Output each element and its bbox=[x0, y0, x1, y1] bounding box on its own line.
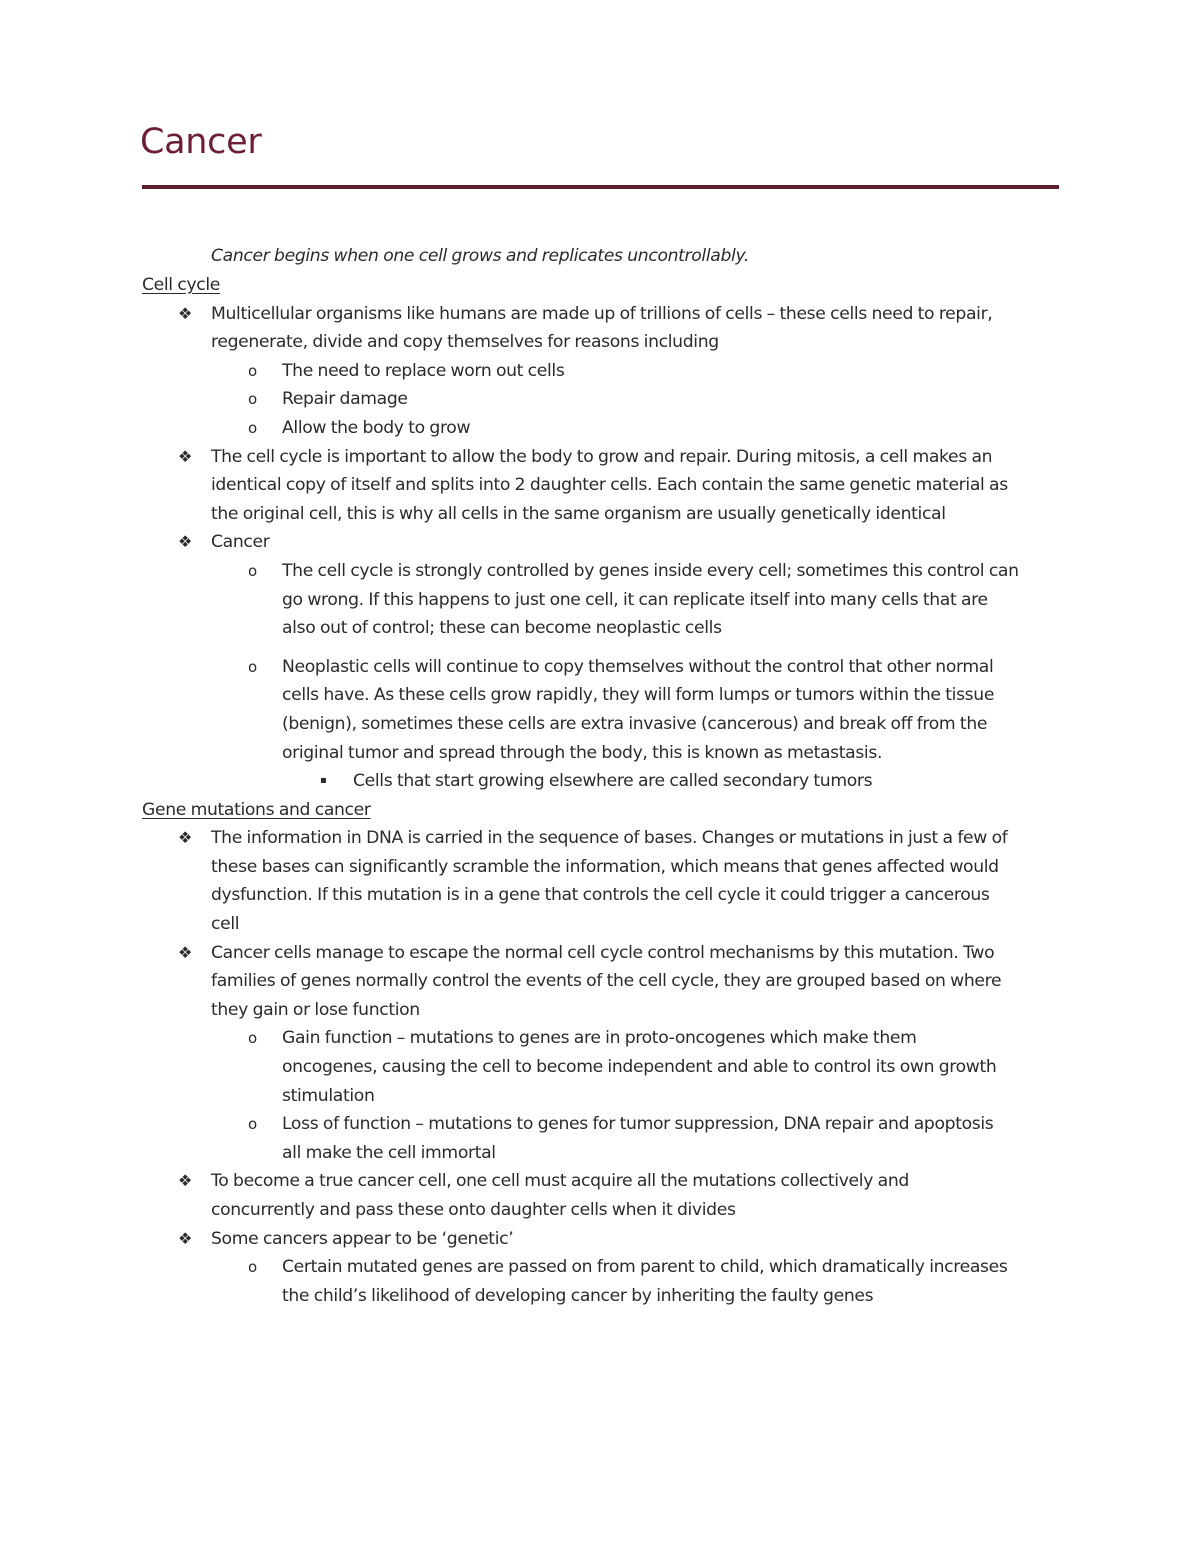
diamond-bullet-icon: ❖ bbox=[178, 532, 192, 552]
list-item-text: families of genes normally control the events of the cell cycle, they are grouped based on where bbox=[211, 971, 1002, 992]
list-item-text: Cancer cells manage to escape the normal cell cycle control mechanisms by this mutation. Two bbox=[211, 942, 995, 963]
list-item-text: identical copy of itself and splits into 2 daughter cells. Each contain the same genetic material as bbox=[211, 475, 1008, 496]
list-item-level2 bbox=[142, 1110, 1072, 1167]
list-item-text: Cancer bbox=[211, 532, 270, 553]
diamond-bullet-icon: ❖ bbox=[178, 303, 192, 323]
intro-text: Cancer begins when one cell grows and replicates uncontrollably. bbox=[211, 246, 750, 266]
list-item-level2 bbox=[142, 1253, 1072, 1310]
list-item-text: go wrong. If this happens to just one cell, it can replicate itself into many cells that are bbox=[282, 589, 988, 610]
paragraph-spacer bbox=[142, 643, 1072, 653]
circle-bullet-icon: o bbox=[248, 1258, 257, 1277]
diamond-bullet-icon: ❖ bbox=[178, 1228, 192, 1248]
list-item-level2 bbox=[142, 557, 1072, 643]
list-item-text: The information in DNA is carried in the sequence of bases. Changes or mutations in just a few of bbox=[211, 828, 1008, 849]
list-item-text: cell bbox=[211, 914, 240, 935]
list-item-text: Allow the body to grow bbox=[282, 417, 471, 438]
circle-bullet-icon: o bbox=[248, 418, 257, 437]
list-item-level1 bbox=[142, 1167, 1072, 1224]
list-item-text: regenerate, divide and copy themselves for reasons including bbox=[211, 332, 719, 353]
list-item-text: the original cell, this is why all cells in the same organism are usually genetically identical bbox=[211, 503, 946, 524]
list-item-text: Neoplastic cells will continue to copy themselves without the control that other normal bbox=[282, 656, 994, 677]
list-item-text: Some cancers appear to be ‘genetic’ bbox=[211, 1228, 514, 1249]
list-item-text: oncogenes, causing the cell to become independent and able to control its own growth bbox=[282, 1057, 997, 1078]
section-heading: Gene mutations and cancer bbox=[142, 799, 371, 820]
title-divider bbox=[142, 185, 1059, 189]
list-item-text: Multicellular organisms like humans are made up of trillions of cells – these cells need to repair, bbox=[211, 303, 993, 324]
document-body bbox=[142, 242, 1072, 1310]
list-item-text: Repair damage bbox=[282, 389, 408, 410]
list-item-text: concurrently and pass these onto daughter cells when it divides bbox=[211, 1200, 736, 1220]
list-item-text: The need to replace worn out cells bbox=[282, 360, 565, 381]
list-item-text: all make the cell immortal bbox=[282, 1142, 496, 1163]
list-item-text: cells have. As these cells grow rapidly, they will form lumps or tumors within the tissue bbox=[282, 685, 995, 706]
list-item-text: also out of control; these can become neoplastic cells bbox=[282, 618, 722, 639]
section bbox=[142, 796, 1072, 1311]
diamond-bullet-icon: ❖ bbox=[178, 1171, 192, 1191]
list-item-text: these bases can significantly scramble the information, which means that genes affected would bbox=[211, 856, 999, 877]
page-title: Cancer bbox=[140, 122, 262, 162]
list-item-text: Loss of function – mutations to genes for tumor suppression, DNA repair and apoptosis bbox=[282, 1114, 994, 1135]
diamond-bullet-icon: ❖ bbox=[178, 942, 192, 962]
list-item-text: Cells that start growing elsewhere are called secondary tumors bbox=[353, 771, 873, 792]
list-item-text: they gain or lose function bbox=[211, 999, 420, 1020]
list-item-text: Certain mutated genes are passed on from parent to child, which dramatically increases bbox=[282, 1257, 1008, 1278]
circle-bullet-icon: o bbox=[248, 361, 257, 380]
list-item-text: original tumor and spread through the body, this is known as metastasis. bbox=[282, 742, 883, 763]
list-item-text: the child’s likelihood of developing cancer by inheriting the faulty genes bbox=[282, 1285, 874, 1306]
list-item-level3 bbox=[142, 767, 1072, 796]
diamond-bullet-icon: ❖ bbox=[178, 828, 192, 848]
list-item-level1 bbox=[142, 824, 1072, 938]
section-heading: Cell cycle bbox=[142, 275, 221, 295]
list-item-level1 bbox=[142, 1225, 1072, 1254]
square-bullet-icon: ▪ bbox=[320, 775, 327, 787]
circle-bullet-icon: o bbox=[248, 561, 257, 580]
list-item-text: Gain function – mutations to genes are in proto-oncogenes which make them bbox=[282, 1028, 917, 1049]
list-item-level2 bbox=[142, 414, 1072, 443]
list-item-level2 bbox=[142, 653, 1072, 767]
list-item-level2 bbox=[142, 357, 1072, 386]
list-item-level1 bbox=[142, 300, 1072, 357]
sections-container bbox=[142, 271, 1072, 1310]
circle-bullet-icon: o bbox=[248, 390, 257, 409]
section bbox=[142, 271, 1072, 796]
list-item-text: The cell cycle is strongly controlled by genes inside every cell; sometimes this control can bbox=[282, 560, 1019, 581]
list-item-text: To become a true cancer cell, one cell must acquire all the mutations collectively and bbox=[211, 1171, 909, 1192]
list-item-level1 bbox=[142, 939, 1072, 1025]
list-item-text: (benign), sometimes these cells are extra invasive (cancerous) and break off from the bbox=[282, 713, 988, 734]
circle-bullet-icon: o bbox=[248, 1029, 257, 1048]
circle-bullet-icon: o bbox=[248, 657, 257, 676]
diamond-bullet-icon: ❖ bbox=[178, 446, 192, 466]
list-item-level1 bbox=[142, 443, 1072, 529]
list-item-text: The cell cycle is important to allow the body to grow and repair. During mitosis, a cell makes an bbox=[211, 446, 993, 467]
list-item-level2 bbox=[142, 1024, 1072, 1110]
list-item-text: stimulation bbox=[282, 1085, 375, 1106]
list-item-level2 bbox=[142, 385, 1072, 414]
list-item-level1 bbox=[142, 528, 1072, 557]
circle-bullet-icon: o bbox=[248, 1115, 257, 1134]
list-item-text: dysfunction. If this mutation is in a gene that controls the cell cycle it could trigger a cancerous bbox=[211, 885, 990, 906]
